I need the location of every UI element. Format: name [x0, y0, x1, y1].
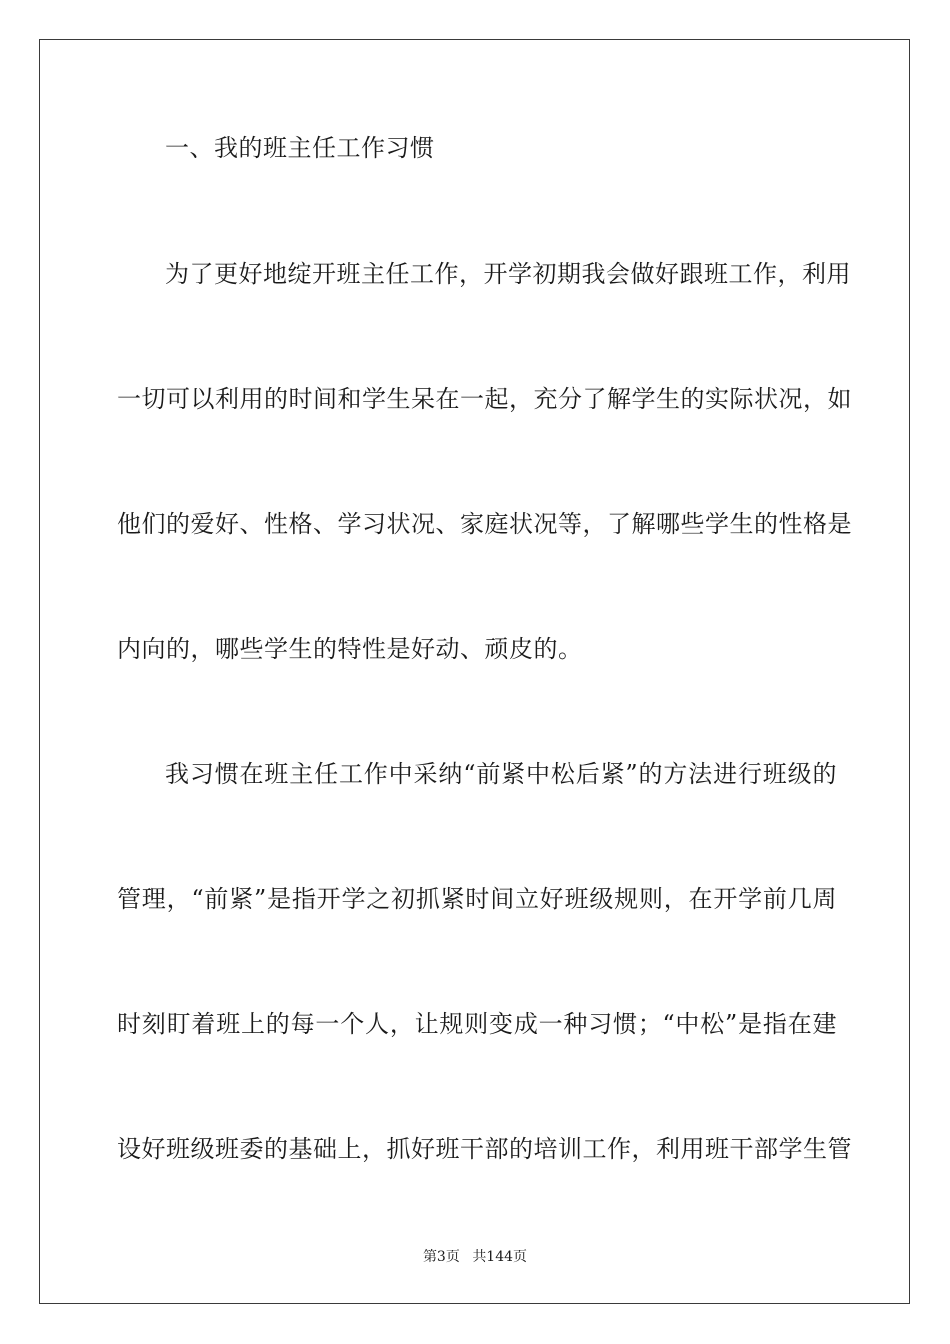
paragraph-line: 设好班级班委的基础上，抓好班干部的培训工作，利用班干部学生管	[117, 1135, 852, 1163]
paragraph-line: 他们的爱好、性格、学习状况、家庭状况等，了解哪些学生的性格是	[117, 510, 852, 538]
paragraph-line: 时刻盯着班上的每一个人，让规则变成一种习惯；“中松”是指在建	[117, 1010, 837, 1038]
total-pages: 共144页	[472, 1249, 528, 1265]
paragraph-line: 一切可以利用的时间和学生呆在一起，充分了解学生的实际状况，如	[117, 385, 852, 413]
page-footer	[0, 1248, 950, 1266]
paragraph-line: 内向的，哪些学生的特性是好动、顽皮的。	[117, 635, 583, 663]
paragraph-line: 我习惯在班主任工作中采纳“前紧中松后紧”的方法进行班级的	[165, 760, 837, 788]
section-heading: 一、我的班主任工作习惯	[165, 134, 435, 162]
paragraph-line: 为了更好地绽开班主任工作，开学初期我会做好跟班工作，利用	[165, 260, 851, 288]
paragraph-line: 管理，“前紧”是指开学之初抓紧时间立好班级规则，在开学前几周	[117, 885, 837, 913]
page-border	[39, 39, 910, 1304]
page-number: 第3页	[422, 1249, 460, 1265]
